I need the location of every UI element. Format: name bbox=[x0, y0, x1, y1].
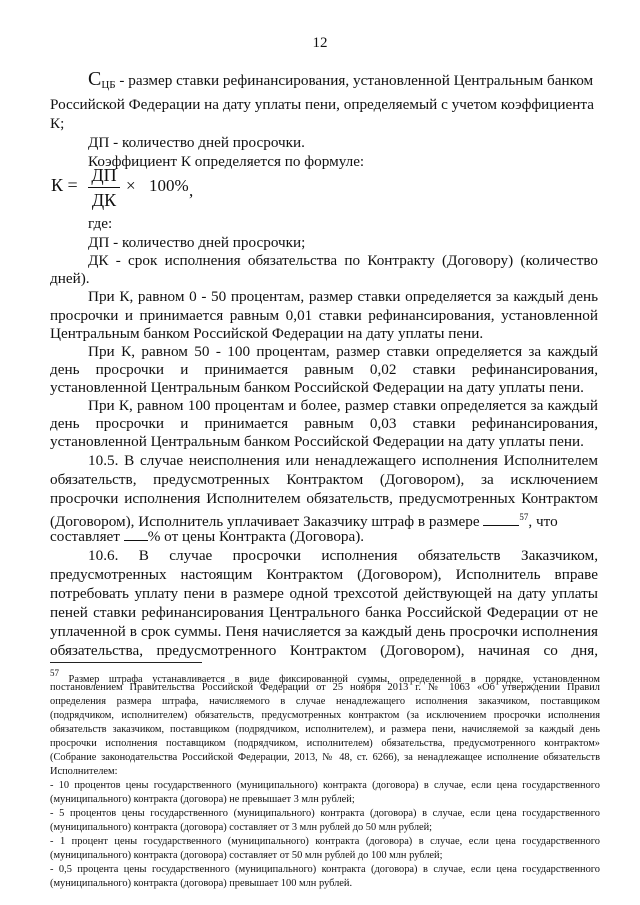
rule-1-line-2: просрочки и принимается равным 0,01 ставки рефинансирования, установленной bbox=[50, 307, 598, 324]
p105-line-4-text: (Договором), Исполнитель уплачивает Заказчику штраф в размере bbox=[50, 513, 484, 530]
footnote-line-6: просрочки исполнения поставщиком (подрядчиком, исполнителем) обязательства, предусмотренного контрактом» bbox=[50, 738, 600, 749]
rule-3-line-1: При К, равном 100 процентам и более, размер ставки определяется за каждый bbox=[88, 397, 598, 414]
footnote-line-4: (подрядчиком, исполнителем) обязательств, предусмотренных контрактом (за исключением просрочки исполнения bbox=[50, 710, 600, 721]
formula-fraction bbox=[88, 164, 120, 211]
footnote-line-8: Исполнителем: bbox=[50, 766, 118, 777]
formula-numerator: ДП bbox=[91, 165, 117, 185]
p105-line-5-start: составляет bbox=[50, 528, 124, 545]
p105-line-4-end: , что bbox=[528, 513, 558, 530]
rule-3-line-2: день просрочки и принимается равным 0,03 ставки рефинансирования, bbox=[50, 415, 598, 432]
footnote-line-14: (муниципального) контракта (договора) составляет от 50 млн рублей до 100 млн рублей; bbox=[50, 850, 443, 861]
footnote-line-9: - 10 процентов цены государственного (муниципального) контракта (договора) в случае, если цена государственного bbox=[50, 780, 600, 791]
rule-2-line-2: день просрочки и принимается равным 0,02 ставки рефинансирования, bbox=[50, 361, 598, 378]
p106-line-6: обязательства, предусмотренного Контрактом (Договором), начиная со дня, bbox=[50, 642, 598, 659]
percent-blank bbox=[124, 528, 148, 541]
formula-denominator: ДК bbox=[91, 190, 117, 210]
c-definition-text: - размер ставки рефинансирования, установленной Центральным банком bbox=[115, 72, 594, 89]
rule-3-line-3: установленной Центральным банком Российской Федерации на дату уплаты пени. bbox=[50, 433, 584, 450]
c-symbol: С bbox=[88, 68, 102, 90]
p106-line-5: уплаченной в срок суммы. Пеня начисляется за каждый день просрочки исполнения bbox=[50, 623, 598, 640]
rule-1-line-3: Центральным банком Российской Федерации на дату уплаты пени. bbox=[50, 325, 484, 342]
formula-comma: , bbox=[189, 181, 194, 200]
rule-1-line-1: При К, равном 0 - 50 процентам, размер ставки определяется за каждый день bbox=[88, 288, 598, 305]
footnote-line-2: постановлением Правительства Российской Федерации от 25 ноября 2013 г. № 1063 «Об утверждении Правил bbox=[50, 682, 600, 693]
p105-line-5-end: % от цены Контракта (Договора). bbox=[147, 528, 365, 545]
p106-line-4: пеней ставки рефинансирования Центрального банка Российской Федерации от не bbox=[50, 604, 598, 621]
c-definition-line-3: К; bbox=[50, 115, 65, 132]
fraction-bar bbox=[88, 187, 120, 188]
c-subscript: ЦБ bbox=[101, 79, 116, 91]
where-dk-line-2: дней). bbox=[50, 270, 90, 287]
p106-line-3: потребовать уплату пени в размере одной трехсотой действующей на дату уплаты bbox=[50, 585, 598, 602]
p105-line-2: обязательств, предусмотренных Контрактом (Договором), за исключением bbox=[50, 471, 598, 488]
footnote-line-13: - 1 процент цены государственного (муниципального) контракта (договора) в случае, если цена государственного bbox=[50, 836, 600, 847]
footnote-line-11: - 5 процентов цены государственного (муниципального) контракта (договора) в случае, если цена государственного bbox=[50, 808, 600, 819]
k-intro: Коэффициент К определяется по формуле: bbox=[88, 153, 365, 170]
fine-amount-blank bbox=[483, 513, 519, 526]
dp-definition: ДП - количество дней просрочки. bbox=[88, 134, 305, 151]
footnote-line-5: обязательств заказчиком, поставщиком (подрядчиком, исполнителем), и размера пени, начисляемой за каждый день bbox=[50, 724, 600, 735]
c-definition-line-1 bbox=[88, 70, 593, 95]
where-dk-line-1: ДК - срок исполнения обязательства по Контракту (Договору) (количество bbox=[88, 252, 598, 269]
formula-lhs: К = bbox=[51, 175, 78, 195]
page-number: 12 bbox=[312, 35, 328, 51]
where-dp: ДП - количество дней просрочки; bbox=[88, 234, 306, 251]
footnote-line-3: определения размера штрафа, начисляемого в случае ненадлежащего исполнения заказчиком, поставщиком bbox=[50, 696, 600, 707]
footnote-ref: 57 bbox=[519, 512, 529, 522]
p105-line-3: просрочки исполнения Исполнителем обязательств, предусмотренных Контрактом bbox=[50, 490, 598, 507]
p105-line-5 bbox=[50, 527, 364, 546]
where-label: где: bbox=[88, 215, 113, 232]
footnote-mark: 57 bbox=[50, 668, 59, 678]
footnote-line-10: (муниципального) контракта (договора) не превышает 3 млн рублей; bbox=[50, 794, 355, 805]
rule-2-line-1: При К, равном 50 - 100 процентам, размер ставки определяется за каждый bbox=[88, 343, 598, 360]
formula-times: × bbox=[126, 176, 136, 195]
formula-percent: 100% bbox=[149, 176, 189, 195]
p105-line-1: 10.5. В случае неисполнения или ненадлежащего исполнения Исполнителем bbox=[88, 452, 598, 469]
p106-line-2: предусмотренных настоящим Контрактом (Договором), Исполнитель вправе bbox=[50, 566, 598, 583]
rule-2-line-3: установленной Центральным банком Российской Федерации на дату уплаты пени. bbox=[50, 379, 584, 396]
p106-line-1: 10.6. В случае просрочки исполнения обязательств Заказчиком, bbox=[88, 547, 598, 564]
footnote-line-12: (муниципального) контракта (договора) составляет от 3 млн рублей до 50 млн рублей; bbox=[50, 822, 433, 833]
c-definition-line-2: Российской Федерации на дату уплаты пени, определяемый с учетом коэффициента bbox=[50, 96, 594, 113]
footnote-line-15: - 0,5 процента цены государственного (муниципального) контракта (договора) в случае, если цена государственного bbox=[50, 864, 600, 875]
footnote-line-16: (муниципального) контракта (договора) превышает 100 млн рублей. bbox=[50, 878, 353, 889]
footnote-rule bbox=[50, 662, 202, 663]
footnote-line-7: (Собрание законодательства Российской Федерации, 2013, № 48, ст. 6266), за ненадлежащее исполнение обязательств bbox=[50, 752, 600, 763]
footnote-line-1-text: Размер штрафа устанавливается в виде фиксированной суммы, определенной в порядке, установленном bbox=[59, 674, 600, 685]
